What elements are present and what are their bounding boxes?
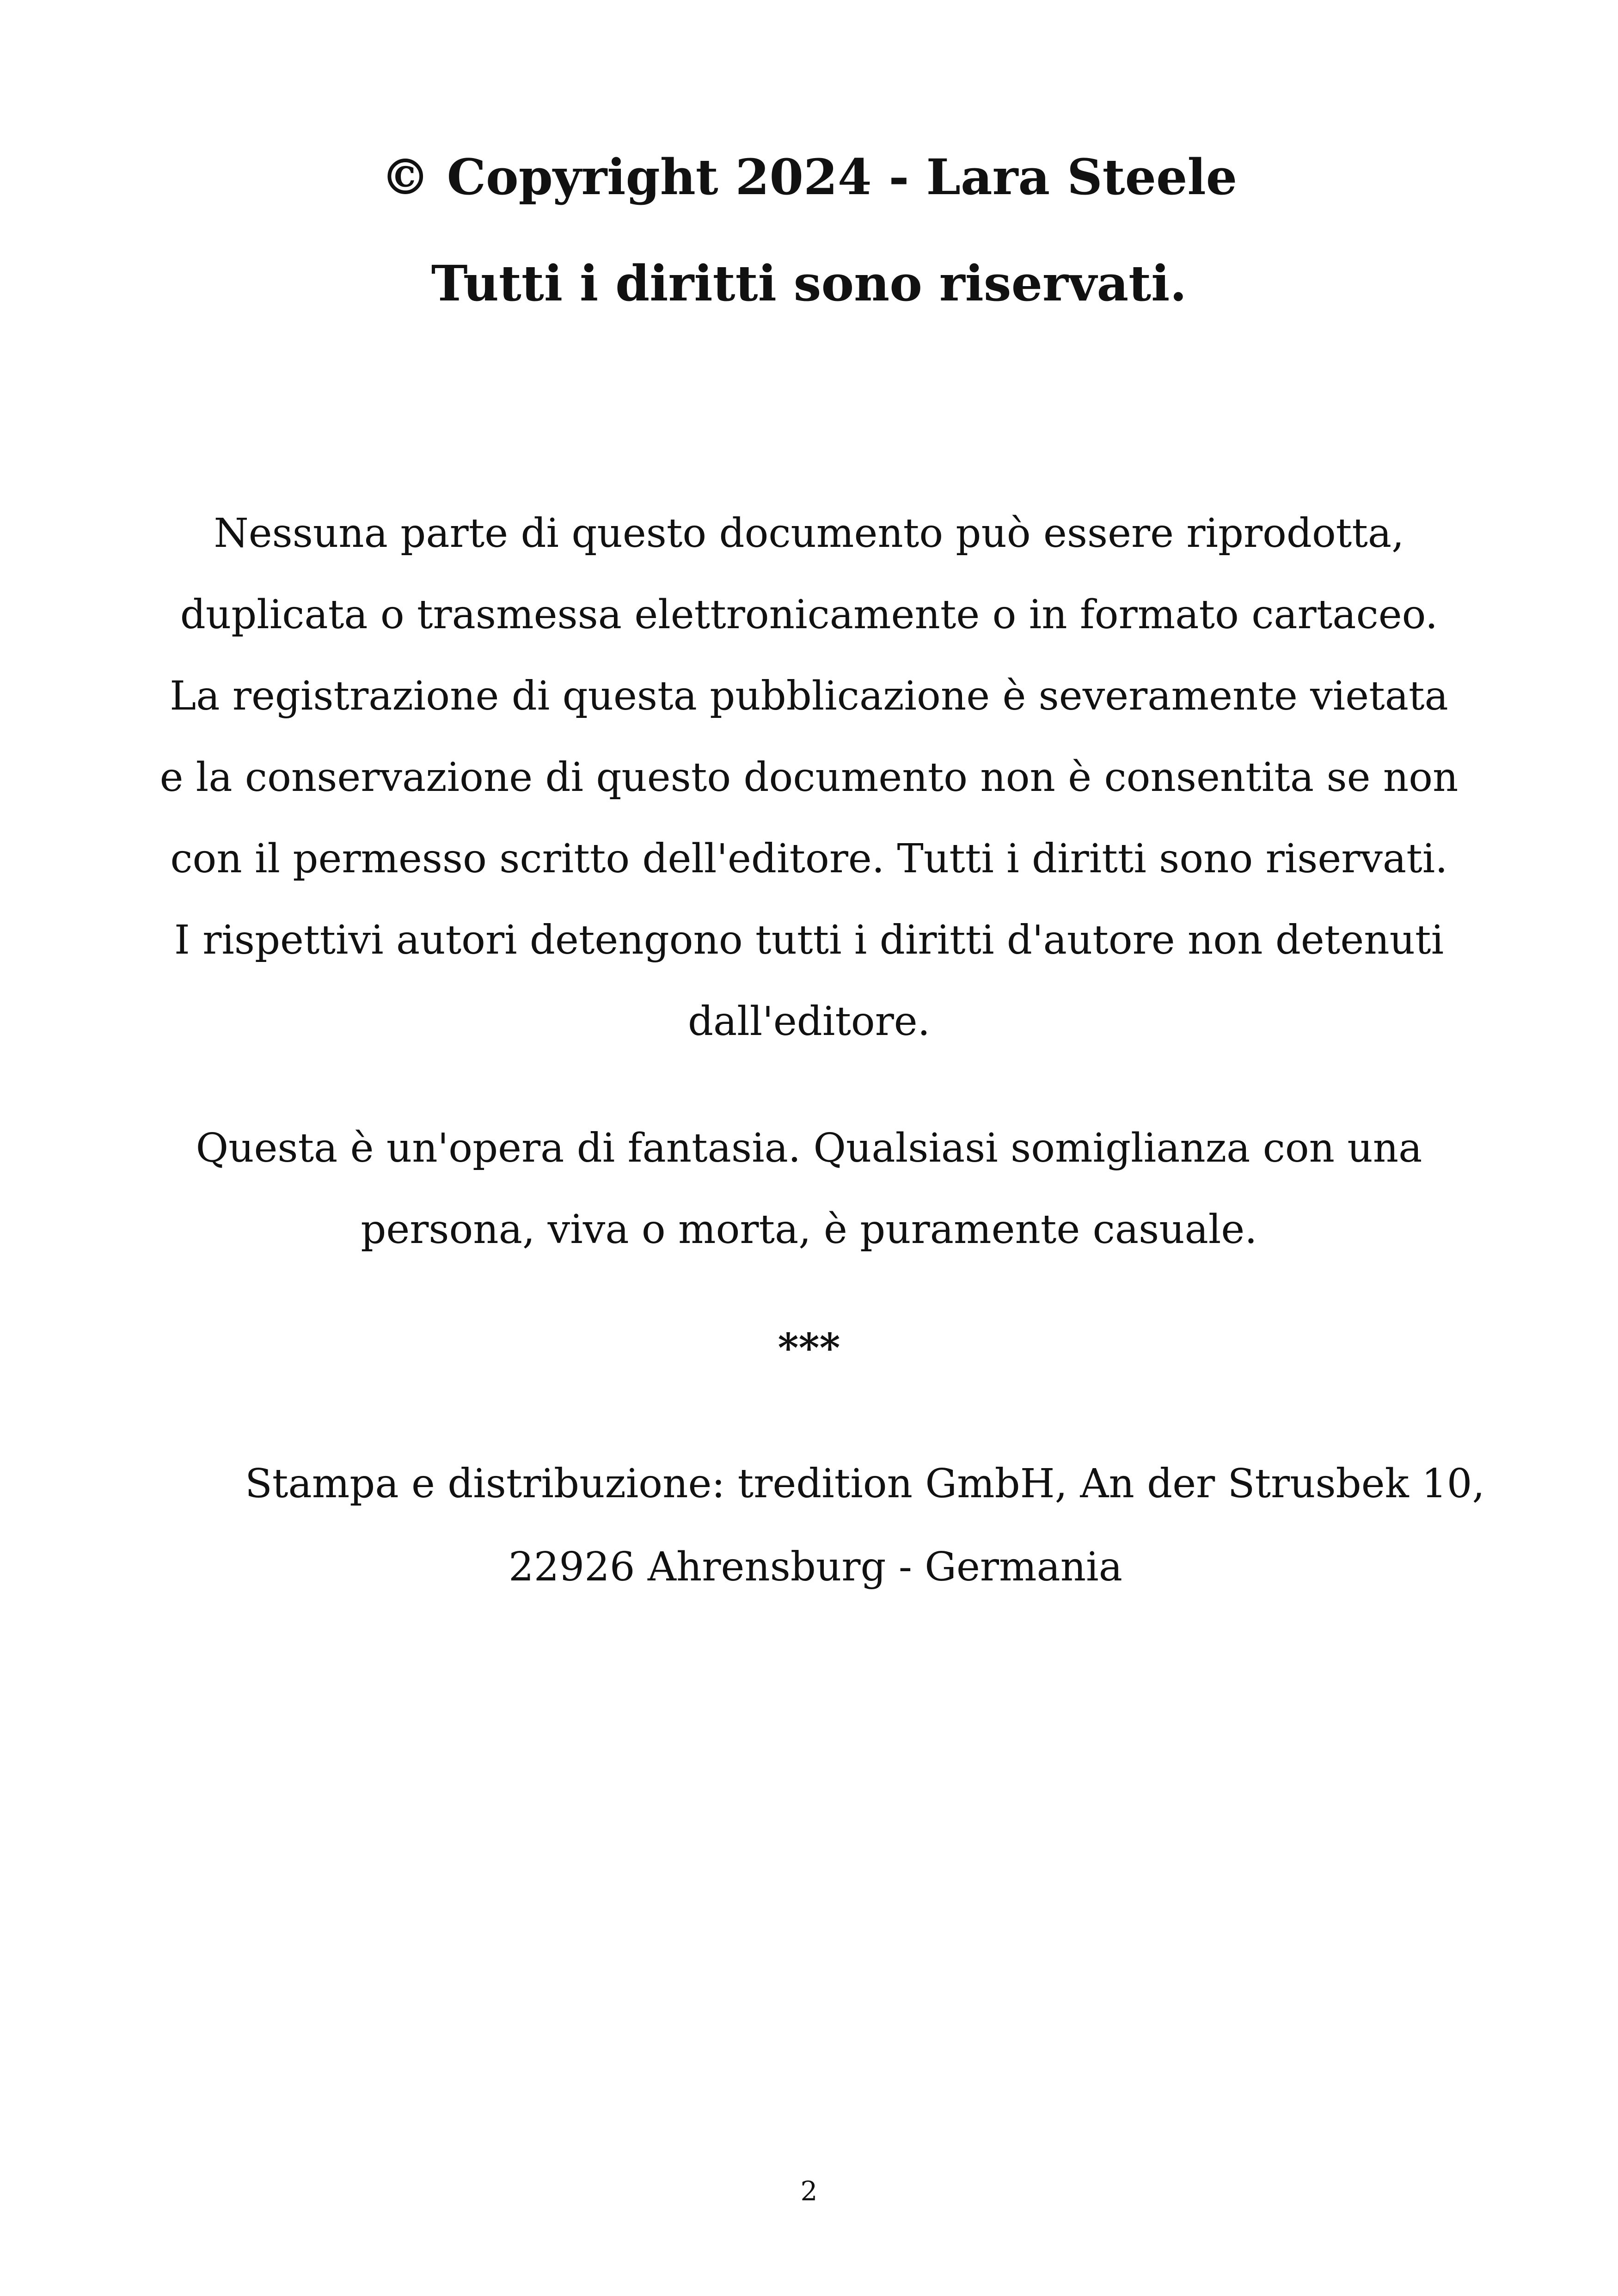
imprint-line-1: Stampa e distribuzione: tredition GmbH, An der Strusbek 10, (245, 1461, 1485, 1507)
imprint-line-2: 22926 Ahrensburg - Germania (509, 1544, 1122, 1590)
fiction-disclaimer-paragraph: Questa è un'opera di fantasia. Qualsiasi somiglianza con una persona, viva o morta, è puramente casuale. (196, 1125, 1422, 1253)
section-separator: *** (778, 1325, 840, 1371)
copyright-heading: © Copyright 2024 - Lara Steele (380, 148, 1238, 206)
rights-reserved-heading: Tutti i diritti sono riservati. (431, 254, 1187, 312)
page-number: 2 (800, 2175, 818, 2207)
legal-notice-paragraph: Nessuna parte di questo documento può essere riprodotta, duplicata o trasmessa elettronicamente o in formato cartaceo. La registrazione di questa pubblicazione è severamente vietata e la conservazione di questo documento non è consentita se non con il permesso scritto dell'editore. Tutti i diritti sono riservati. I rispettivi autori detengono tutti i diritti d'autore non detenuti dall'editore. (159, 510, 1459, 1045)
